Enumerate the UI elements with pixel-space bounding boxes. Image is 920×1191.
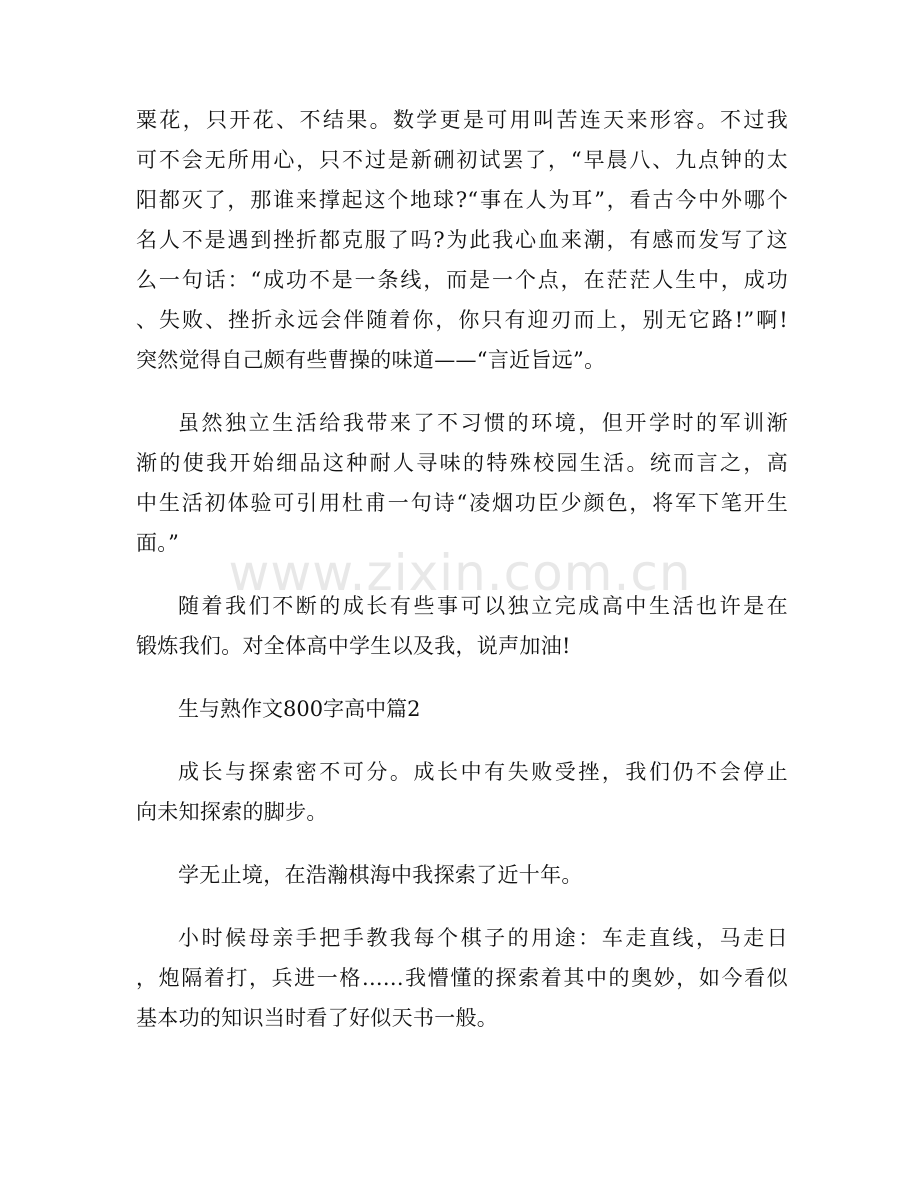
text-line: 随着我们不断的成长有些事可以独立完成高中生活也许是在 [178,594,788,618]
paragraph-2 [136,403,788,563]
text-line: 基本功的知识当时看了好似天书一般。 [136,1006,499,1030]
text-line: 渐的使我开始细品这种耐人寻味的特殊校园生活。统而言之，高 [136,451,788,475]
text-line: 学无止境，在浩瀚棋海中我探索了近十年。 [178,863,583,887]
document-body [136,100,788,1038]
paragraph-7 [136,918,788,1038]
paragraph-6 [136,855,788,895]
text-line: 成长与探索密不可分。成长中有失败受挫，我们仍不会停止 [178,760,788,784]
text-line: 么一句话：“成功不是一条线，而是一个点，在茫茫人生中，成功 [136,268,788,292]
text-line: 名人不是遇到挫折都克服了吗?为此我心血来潮，有感而发写了这 [136,228,788,252]
paragraph-1 [136,100,788,380]
text-line: 向未知探索的脚步。 [136,800,328,824]
text-line: 可不会无所用心，只不过是新硎初试罢了，“早晨八、九点钟的太 [136,148,788,172]
text-line: ，炮隔着打，兵进一格......我懵懂的探索着其中的奥妙，如今看似 [136,966,788,990]
text-line: 面。” [136,531,180,555]
watermark-text: www.zixin.com.cn [228,544,692,602]
text-line: 中生活初体验可引用杜甫一句诗“凌烟功臣少颜色，将军下笔开生 [136,491,788,515]
text-line: 、失败、挫折永远会伴随着你，你只有迎刃而上，别无它路!”啊! [136,308,788,332]
text-line: 虽然独立生活给我带来了不习惯的环境，但开学时的军训渐 [178,411,788,435]
text-line: 粟花，只开花、不结果。数学更是可用叫苦连天来形容。不过我 [136,108,788,132]
text-line: 锻炼我们。对全体高中学生以及我，说声加油! [136,634,571,658]
text-line: 突然觉得自己颇有些曹操的味道——“言近旨远”。 [136,348,606,372]
section-heading: 生与熟作文800字高中篇2 [178,697,421,721]
paragraph-5 [136,752,788,832]
paragraph-3 [136,586,788,666]
text-line: 阳都灭了，那谁来撑起这个地球?“事在人为耳”，看古今中外哪个 [136,188,788,212]
text-line: 小时候母亲手把手教我每个棋子的用途：车走直线，马走日 [178,926,788,950]
